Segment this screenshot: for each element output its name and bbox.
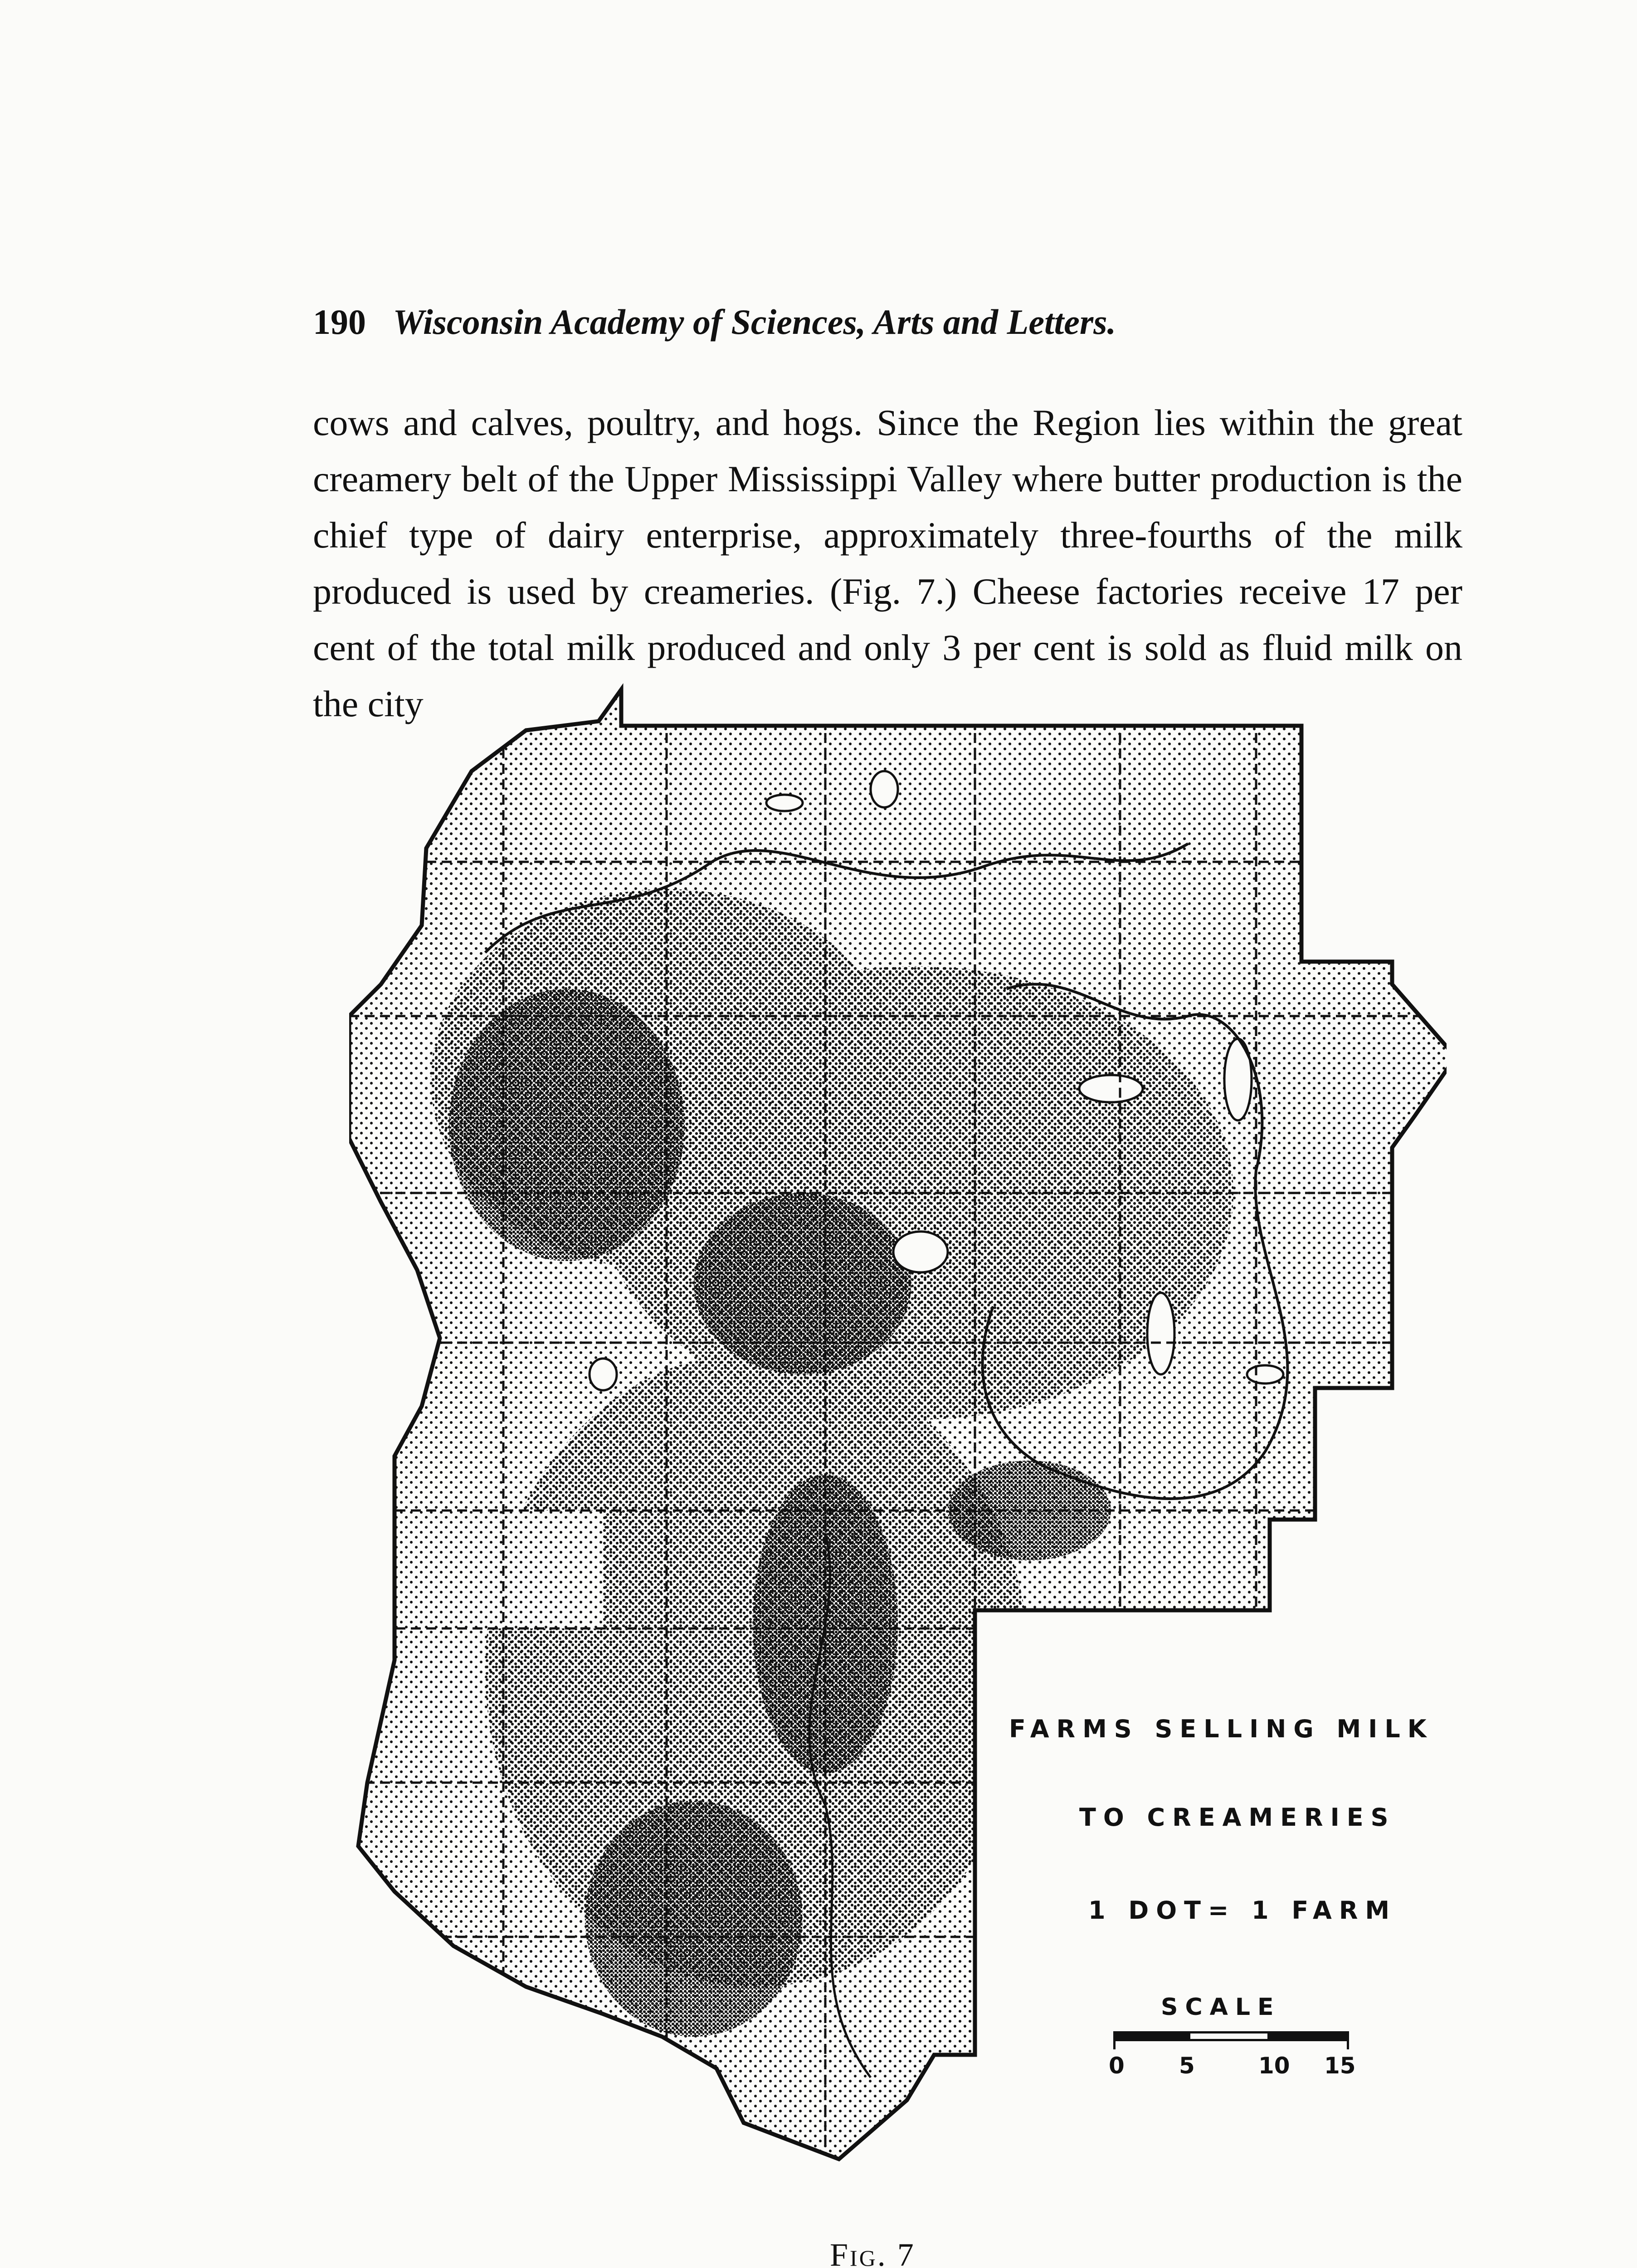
scale-tick-10: 10 — [1258, 2053, 1290, 2079]
body-paragraph: cows and calves, poultry, and hogs. Since the Region lies within the great creamery belt of the Upper Mississippi Valley where butter production is the chief type of dairy enterprise, approximately three-fourths of the milk produced is used by creameries. (Fig. 7.) Cheese factories receive 17 per cent of the total milk produced and only 3 per cent is sold as fluid milk on the city — [313, 402, 1462, 724]
dot-density-map — [349, 671, 1447, 2204]
legend-title-line1: FARMS SELLING MILK — [1009, 1715, 1434, 1743]
scale-bar — [1113, 2031, 1349, 2081]
page-number: 190 — [313, 302, 366, 342]
scale-tick-0: 0 — [1109, 2053, 1125, 2079]
legend-title-line2: TO CREAMERIES — [1079, 1803, 1396, 1832]
scale-title: SCALE — [1161, 1994, 1281, 2021]
journal-title: Wisconsin Academy of Sciences, Arts and Letters. — [393, 302, 1116, 342]
figure-caption: Fig. 7 — [830, 2237, 916, 2268]
scale-tick-15: 15 — [1324, 2053, 1356, 2079]
scale-tick-5: 5 — [1179, 2053, 1195, 2079]
page-header — [313, 302, 1369, 342]
legend-dot-key: 1 DOT= 1 FARM — [1088, 1896, 1397, 1925]
